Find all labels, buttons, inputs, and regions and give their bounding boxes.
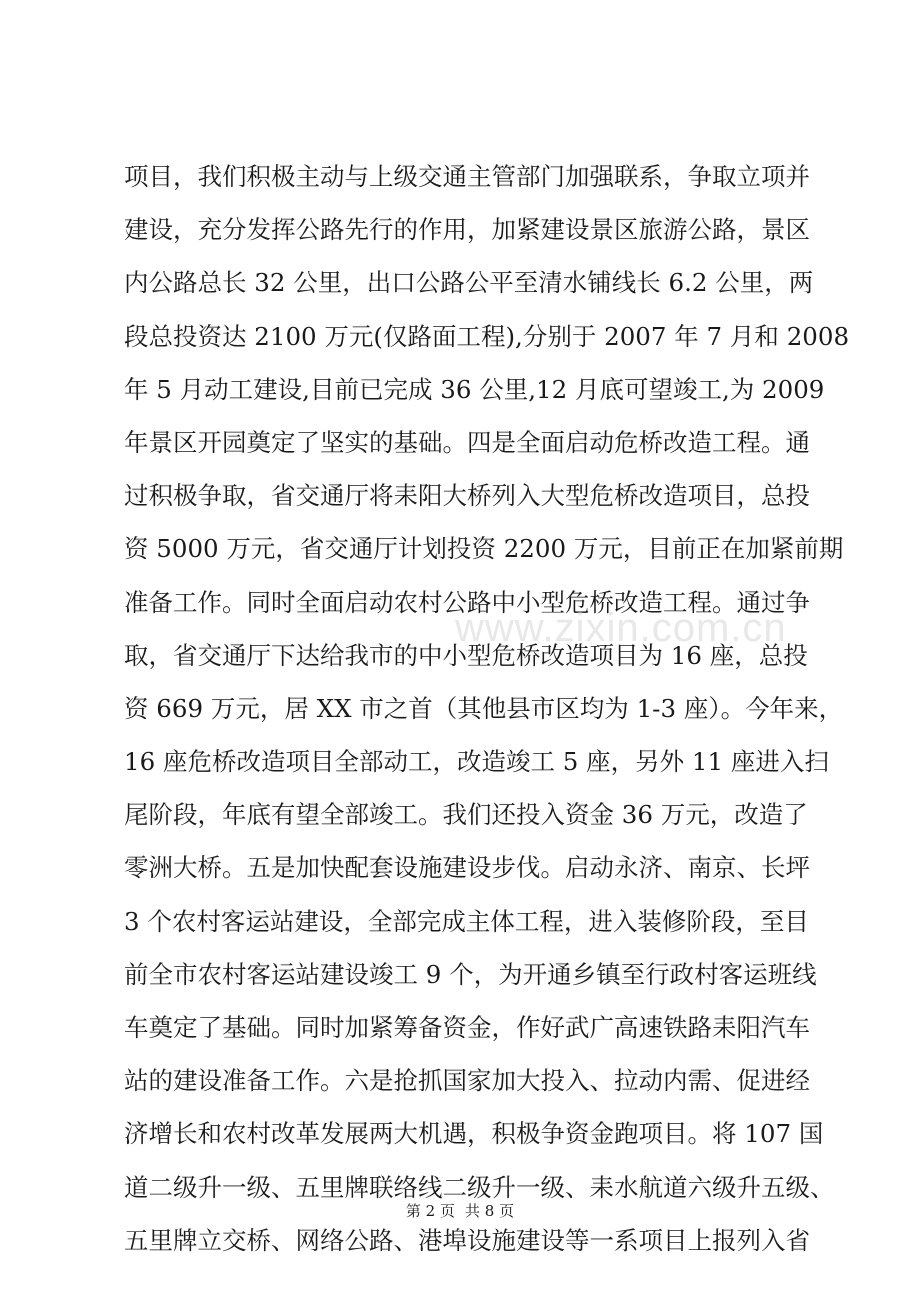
text-line: 尾阶段，年底有望全部竣工。我们还投入资金 36 万元，改造了 <box>124 800 808 830</box>
text-line: 段总投资达 2100 万元(仅路面工程),分别于 2007 年 7 月和 2008 <box>124 321 850 351</box>
text-line: 16 座危桥改造项目全部动工，改造竣工 5 座，另外 11 座进入扫 <box>124 747 829 777</box>
text-line: 济增长和农村改革发展两大机遇，积极争资金跑项目。将 107 国 <box>124 1119 824 1149</box>
page-footer <box>0 1200 920 1221</box>
text-line: 资 5000 万元，省交通厅计划投资 2200 万元，目前正在加紧前期 <box>124 534 844 564</box>
page-number-current: 第 2 页 <box>405 1202 455 1220</box>
text-line: 3 个农村客运站建设，全部完成主体工程，进入装修阶段，至目 <box>124 906 809 936</box>
text-line: 年 5 月动工建设,目前已完成 36 公里,12 月底可望竣工,为 2009 <box>124 374 825 404</box>
text-line: 过积极争取，省交通厅将耒阳大桥列入大型危桥改造项目，总投 <box>124 481 810 511</box>
text-line: 前全市农村客运站建设竣工 9 个，为开通乡镇至行政村客运班线 <box>124 959 817 989</box>
text-line: 建设，充分发挥公路先行的作用，加紧建设景区旅游公路，景区 <box>124 215 810 245</box>
text-line: 站的建设准备工作。六是抢抓国家加大投入、拉动内需、促进经 <box>124 1066 810 1096</box>
text-line: 年景区开园奠定了坚实的基础。四是全面启动危桥改造工程。通 <box>124 427 810 457</box>
page-number-total: 共 8 页 <box>465 1202 515 1220</box>
text-line: 道二级升一级、五里牌联络线二级升一级、耒水航道六级升五级、 <box>124 1172 835 1202</box>
text-line: 项目，我们积极主动与上级交通主管部门加强联系，争取立项并 <box>124 162 810 191</box>
text-line: 准备工作。同时全面启动农村公路中小型危桥改造工程。通过争 <box>124 587 810 617</box>
text-line: 车奠定了基础。同时加紧筹备资金，作好武广高速铁路耒阳汽车 <box>124 1013 810 1042</box>
document-body <box>124 150 850 1267</box>
text-line: 取，省交通厅下达给我市的中小型危桥改造项目为 16 座，总投 <box>124 640 808 670</box>
text-line: 五里牌立交桥、网络公路、港埠设施建设等一系项目上报列入省 <box>124 1225 810 1255</box>
text-line: 零洲大桥。五是加快配套设施建设步伐。启动永济、南京、长坪 <box>124 853 810 883</box>
watermark: www.zixin.com.cn <box>455 606 787 650</box>
text-line: 内公路总长 32 公里，出口公路公平至清水铺线长 6.2 公里，两 <box>124 268 814 298</box>
text-line: 资 669 万元，居 XX 市之首（其他县市区均为 1-3 座）。今年来， <box>124 693 844 723</box>
